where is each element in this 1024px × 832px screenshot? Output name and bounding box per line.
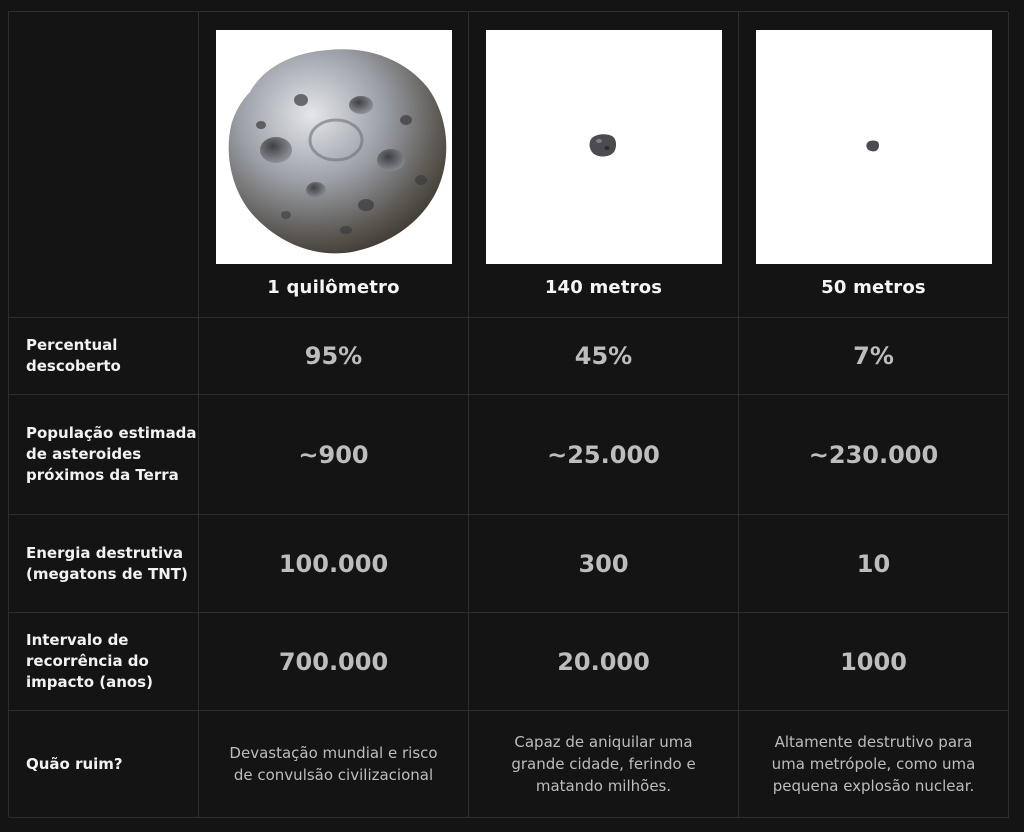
row-label: Percentual descoberto xyxy=(9,318,199,395)
row-label: População estimada de asteroides próximos da Terra xyxy=(9,395,199,515)
header-column-140m xyxy=(469,12,739,318)
table-cell-description: Capaz de aniquilar uma grande cidade, ferindo e matando milhões. xyxy=(469,711,739,818)
asteroid-comparison-table xyxy=(8,11,1008,817)
table-cell-value: 20.000 xyxy=(469,613,739,711)
table-cell-value: ~25.000 xyxy=(469,395,739,515)
table-cell-description: Devastação mundial e risco de convulsão civilizacional xyxy=(199,711,469,818)
medium-asteroid-icon xyxy=(486,30,722,264)
header-empty-cell xyxy=(9,12,199,318)
asteroid-size-label: 140 metros xyxy=(544,277,663,298)
asteroid-size-label: 1 quilômetro xyxy=(267,277,400,298)
table-cell-description: Altamente destrutivo para uma metrópole, como uma pequena explosão nuclear. xyxy=(739,711,1009,818)
asteroid-image-50m xyxy=(756,30,992,264)
asteroid-size-label: 50 metros xyxy=(821,277,926,298)
table-cell-value: 45% xyxy=(469,318,739,395)
table-cell-value: 7% xyxy=(739,318,1009,395)
table-cell-value: 100.000 xyxy=(199,515,469,613)
small-asteroid-icon xyxy=(756,30,992,264)
header-column-50m xyxy=(739,12,1009,318)
large-asteroid-icon xyxy=(216,30,452,264)
table-cell-value: 1000 xyxy=(739,613,1009,711)
row-label: Intervalo de recorrência do impacto (anos) xyxy=(9,613,199,711)
table-cell-value: 10 xyxy=(739,515,1009,613)
table-cell-value: 300 xyxy=(469,515,739,613)
table-cell-value: 700.000 xyxy=(199,613,469,711)
row-label: Energia destrutiva (megatons de TNT) xyxy=(9,515,199,613)
table-cell-value: ~900 xyxy=(199,395,469,515)
asteroid-image-1km xyxy=(216,30,452,264)
header-column-1km xyxy=(199,12,469,318)
asteroid-image-140m xyxy=(486,30,722,264)
row-label: Quão ruim? xyxy=(9,711,199,818)
table-cell-value: 95% xyxy=(199,318,469,395)
table-cell-value: ~230.000 xyxy=(739,395,1009,515)
